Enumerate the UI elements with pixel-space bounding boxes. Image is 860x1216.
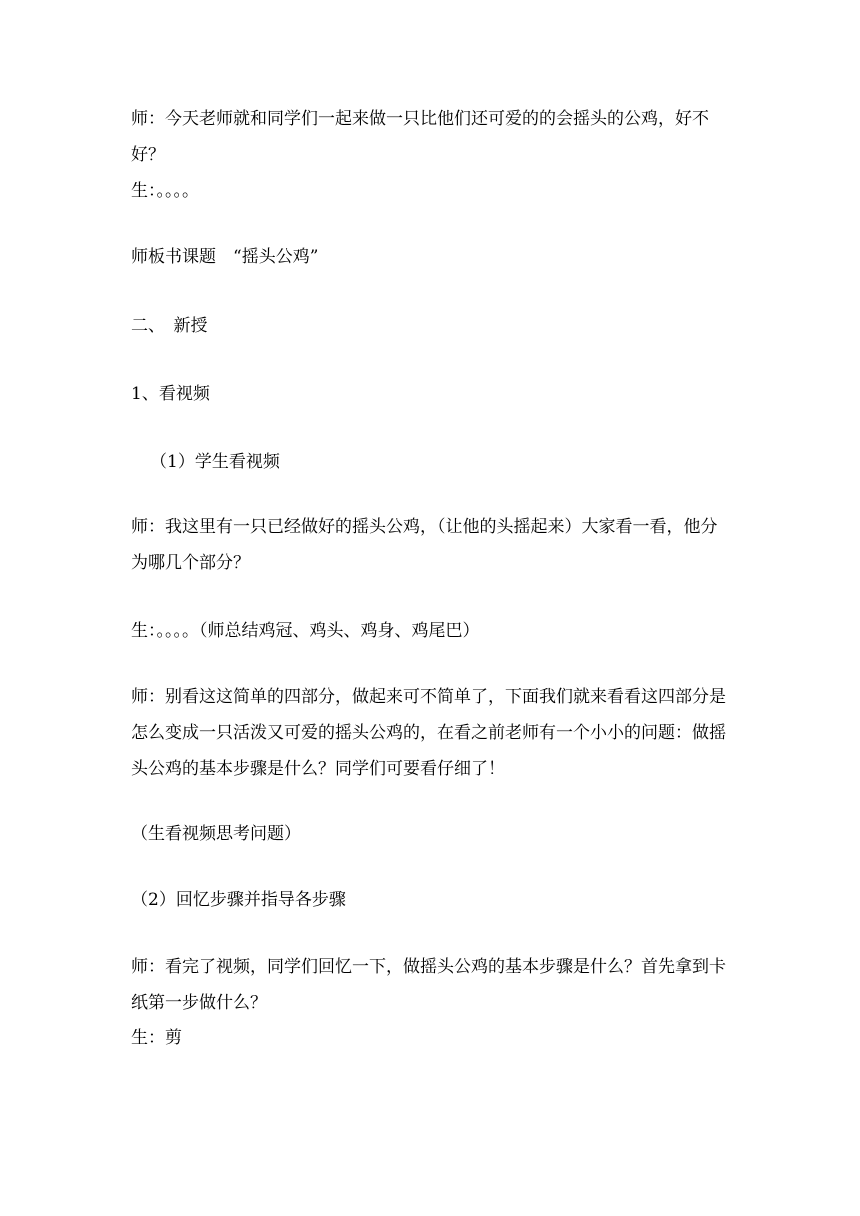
- substep-recall-steps: （2）回忆步骤并指导各步骤: [131, 890, 346, 910]
- teacher-recall-line-2: 纸第一步做什么？: [131, 993, 267, 1013]
- board-title-line: 师板书课题 “摇头公鸡”: [131, 247, 319, 267]
- student-reply-cut: 生：剪: [131, 1028, 182, 1048]
- teacher-intro-line-1: 师：今天老师就和同学们一起来做一只比他们还可爱的的会摇头的公鸡，好不: [131, 109, 709, 129]
- student-reply-1: 生：。。。。: [131, 181, 199, 201]
- section-heading-new-lesson: 二、 新授: [131, 316, 208, 336]
- teacher-recall-line-1: 师：看完了视频，同学们回忆一下，做摇头公鸡的基本步骤是什么？首先拿到卡: [131, 957, 726, 977]
- step-heading-watch-video: 1、看视频: [131, 384, 210, 404]
- students-think-note: （生看视频思考问题）: [131, 824, 301, 844]
- substep-students-watch-video: （1）学生看视频: [150, 452, 280, 472]
- teacher-explanation-line-3: 头公鸡的基本步骤是什么？同学们可要看仔细了！: [131, 759, 505, 779]
- teacher-question-line-2: 为哪几个部分？: [131, 553, 250, 573]
- teacher-explanation-line-2: 怎么变成一只活泼又可爱的摇头公鸡的，在看之前老师有一个小小的问题：做摇: [131, 723, 726, 743]
- student-reply-2: 生：。。。。（师总结鸡冠、鸡头、鸡身、鸡尾巴）: [131, 621, 480, 641]
- teacher-question-line-1: 师：我这里有一只已经做好的摇头公鸡，（让他的头摇起来）大家看一看，他分: [131, 517, 718, 537]
- teacher-explanation-line-1: 师：别看这这简单的四部分，做起来可不简单了，下面我们就来看看这四部分是: [131, 687, 726, 707]
- teacher-intro-line-2: 好？: [131, 145, 165, 165]
